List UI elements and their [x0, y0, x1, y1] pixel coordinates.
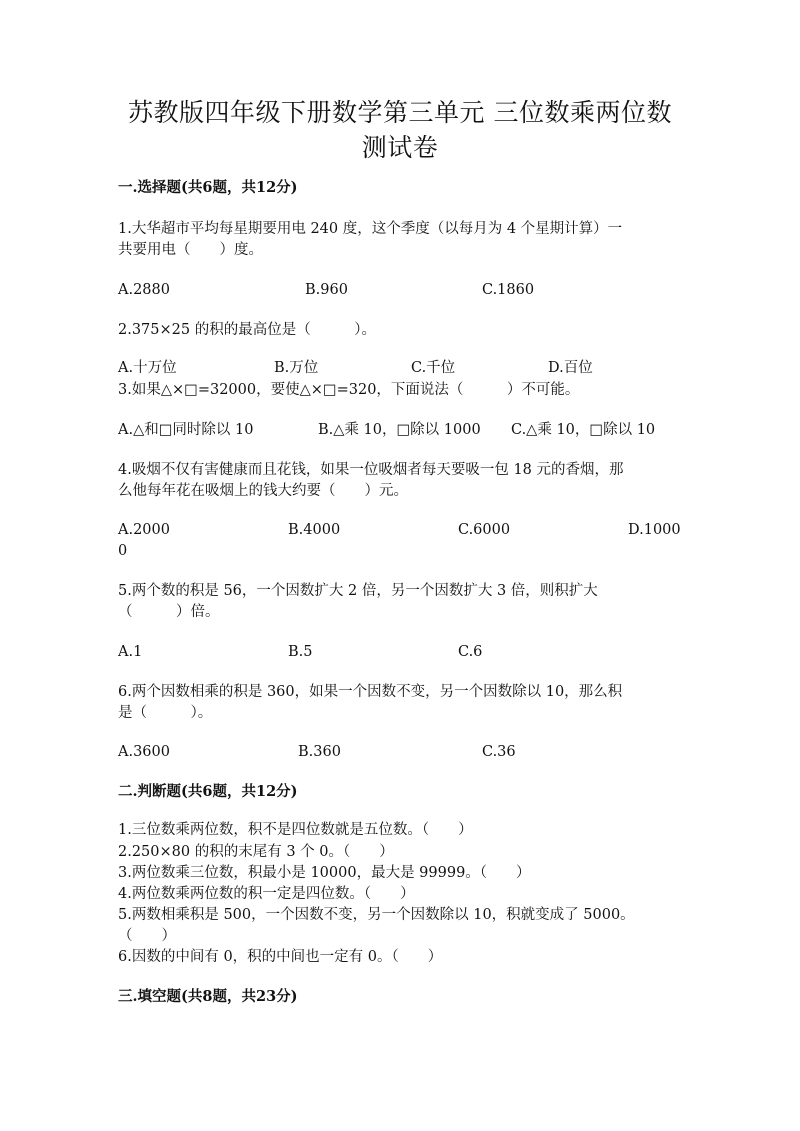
question-6-option-b: B.360	[298, 744, 341, 760]
question-5-line2: （ ）倍。	[118, 604, 220, 620]
section-heading-fill-blank: 三.填空题(共8题，共23分)	[118, 988, 298, 1005]
judge-item-3: 3.两位数乘三位数，积最小是 10000，最大是 99999。（ ）	[118, 865, 531, 881]
question-6-line1: 6.两个因数相乘的积是 360，如果一个因数不变，另一个因数除以 10，那么积	[118, 684, 623, 700]
judge-item-5: 5.两数相乘积是 500，一个因数不变，另一个因数除以 10，积就变成了 5000。	[118, 907, 635, 923]
question-2-option-b: B.万位	[274, 360, 319, 376]
question-1-line1: 1.大华超市平均每星期要用电 240 度，这个季度（以每月为 4 个星期计算）一	[118, 221, 623, 237]
question-1-line2: 共要用电（ ）度。	[118, 242, 263, 258]
question-1-option-c: C.1860	[482, 282, 535, 298]
question-3-option-c: C.△乘 10，□除以 10	[511, 422, 656, 438]
judge-item-5-wrap: （ ）	[118, 928, 176, 944]
question-4-option-d: D.1000	[628, 522, 681, 538]
question-5-line1: 5.两个数的积是 56，一个因数扩大 2 倍，另一个因数扩大 3 倍，则积扩大	[118, 583, 598, 599]
section-heading-true-false: 二.判断题(共6题，共12分)	[118, 783, 298, 800]
question-3-option-b: B.△乘 10，□除以 1000	[318, 422, 481, 438]
judge-item-1: 1.三位数乘两位数，积不是四位数就是五位数。（ ）	[118, 822, 473, 838]
question-2-option-d: D.百位	[548, 360, 593, 376]
question-6-option-c: C.36	[482, 744, 516, 760]
question-5-option-c: C.6	[458, 644, 483, 660]
judge-item-6: 6.因数的中间有 0，积的中间也一定有 0。（ ）	[118, 949, 443, 965]
page-title-line2: 测试卷	[361, 133, 439, 162]
page-title-line1: 苏教版四年级下册数学第三单元 三位数乘两位数	[128, 98, 672, 127]
question-4-option-d-wrap: 0	[118, 543, 128, 559]
judge-item-4: 4.两位数乘两位数的积一定是四位数。（ ）	[118, 886, 415, 902]
question-5-option-a: A.1	[118, 644, 143, 660]
question-4-option-b: B.4000	[288, 522, 341, 538]
question-5-option-b: B.5	[288, 644, 313, 660]
question-3-option-a: A.△和□同时除以 10	[118, 422, 254, 438]
question-6-option-a: A.3600	[118, 744, 170, 760]
question-6-line2: 是（ ）。	[118, 705, 213, 721]
question-2-option-a: A.十万位	[118, 360, 177, 376]
question-4-line1: 4.吸烟不仅有害健康而且花钱，如果一位吸烟者每天要吸一包 18 元的香烟，那	[118, 462, 624, 478]
question-3-line1: 3.如果△×□=32000，要使△×□=320，下面说法（ ）不可能。	[118, 382, 580, 398]
question-4-option-a: A.2000	[118, 522, 170, 538]
section-heading-choice: 一.选择题(共6题，共12分)	[118, 179, 298, 196]
judge-item-2: 2.250×80 的积的末尾有 3 个 0。（ ）	[118, 844, 394, 860]
question-2-line1: 2.375×25 的积的最高位是（ ）。	[118, 322, 376, 338]
question-4-line2: 么他每年花在吸烟上的钱大约要（ ）元。	[118, 483, 408, 499]
question-2-option-c: C.千位	[411, 360, 456, 376]
question-1-option-b: B.960	[305, 282, 348, 298]
question-1-option-a: A.2880	[118, 282, 170, 298]
question-4-option-c: C.6000	[458, 522, 511, 538]
